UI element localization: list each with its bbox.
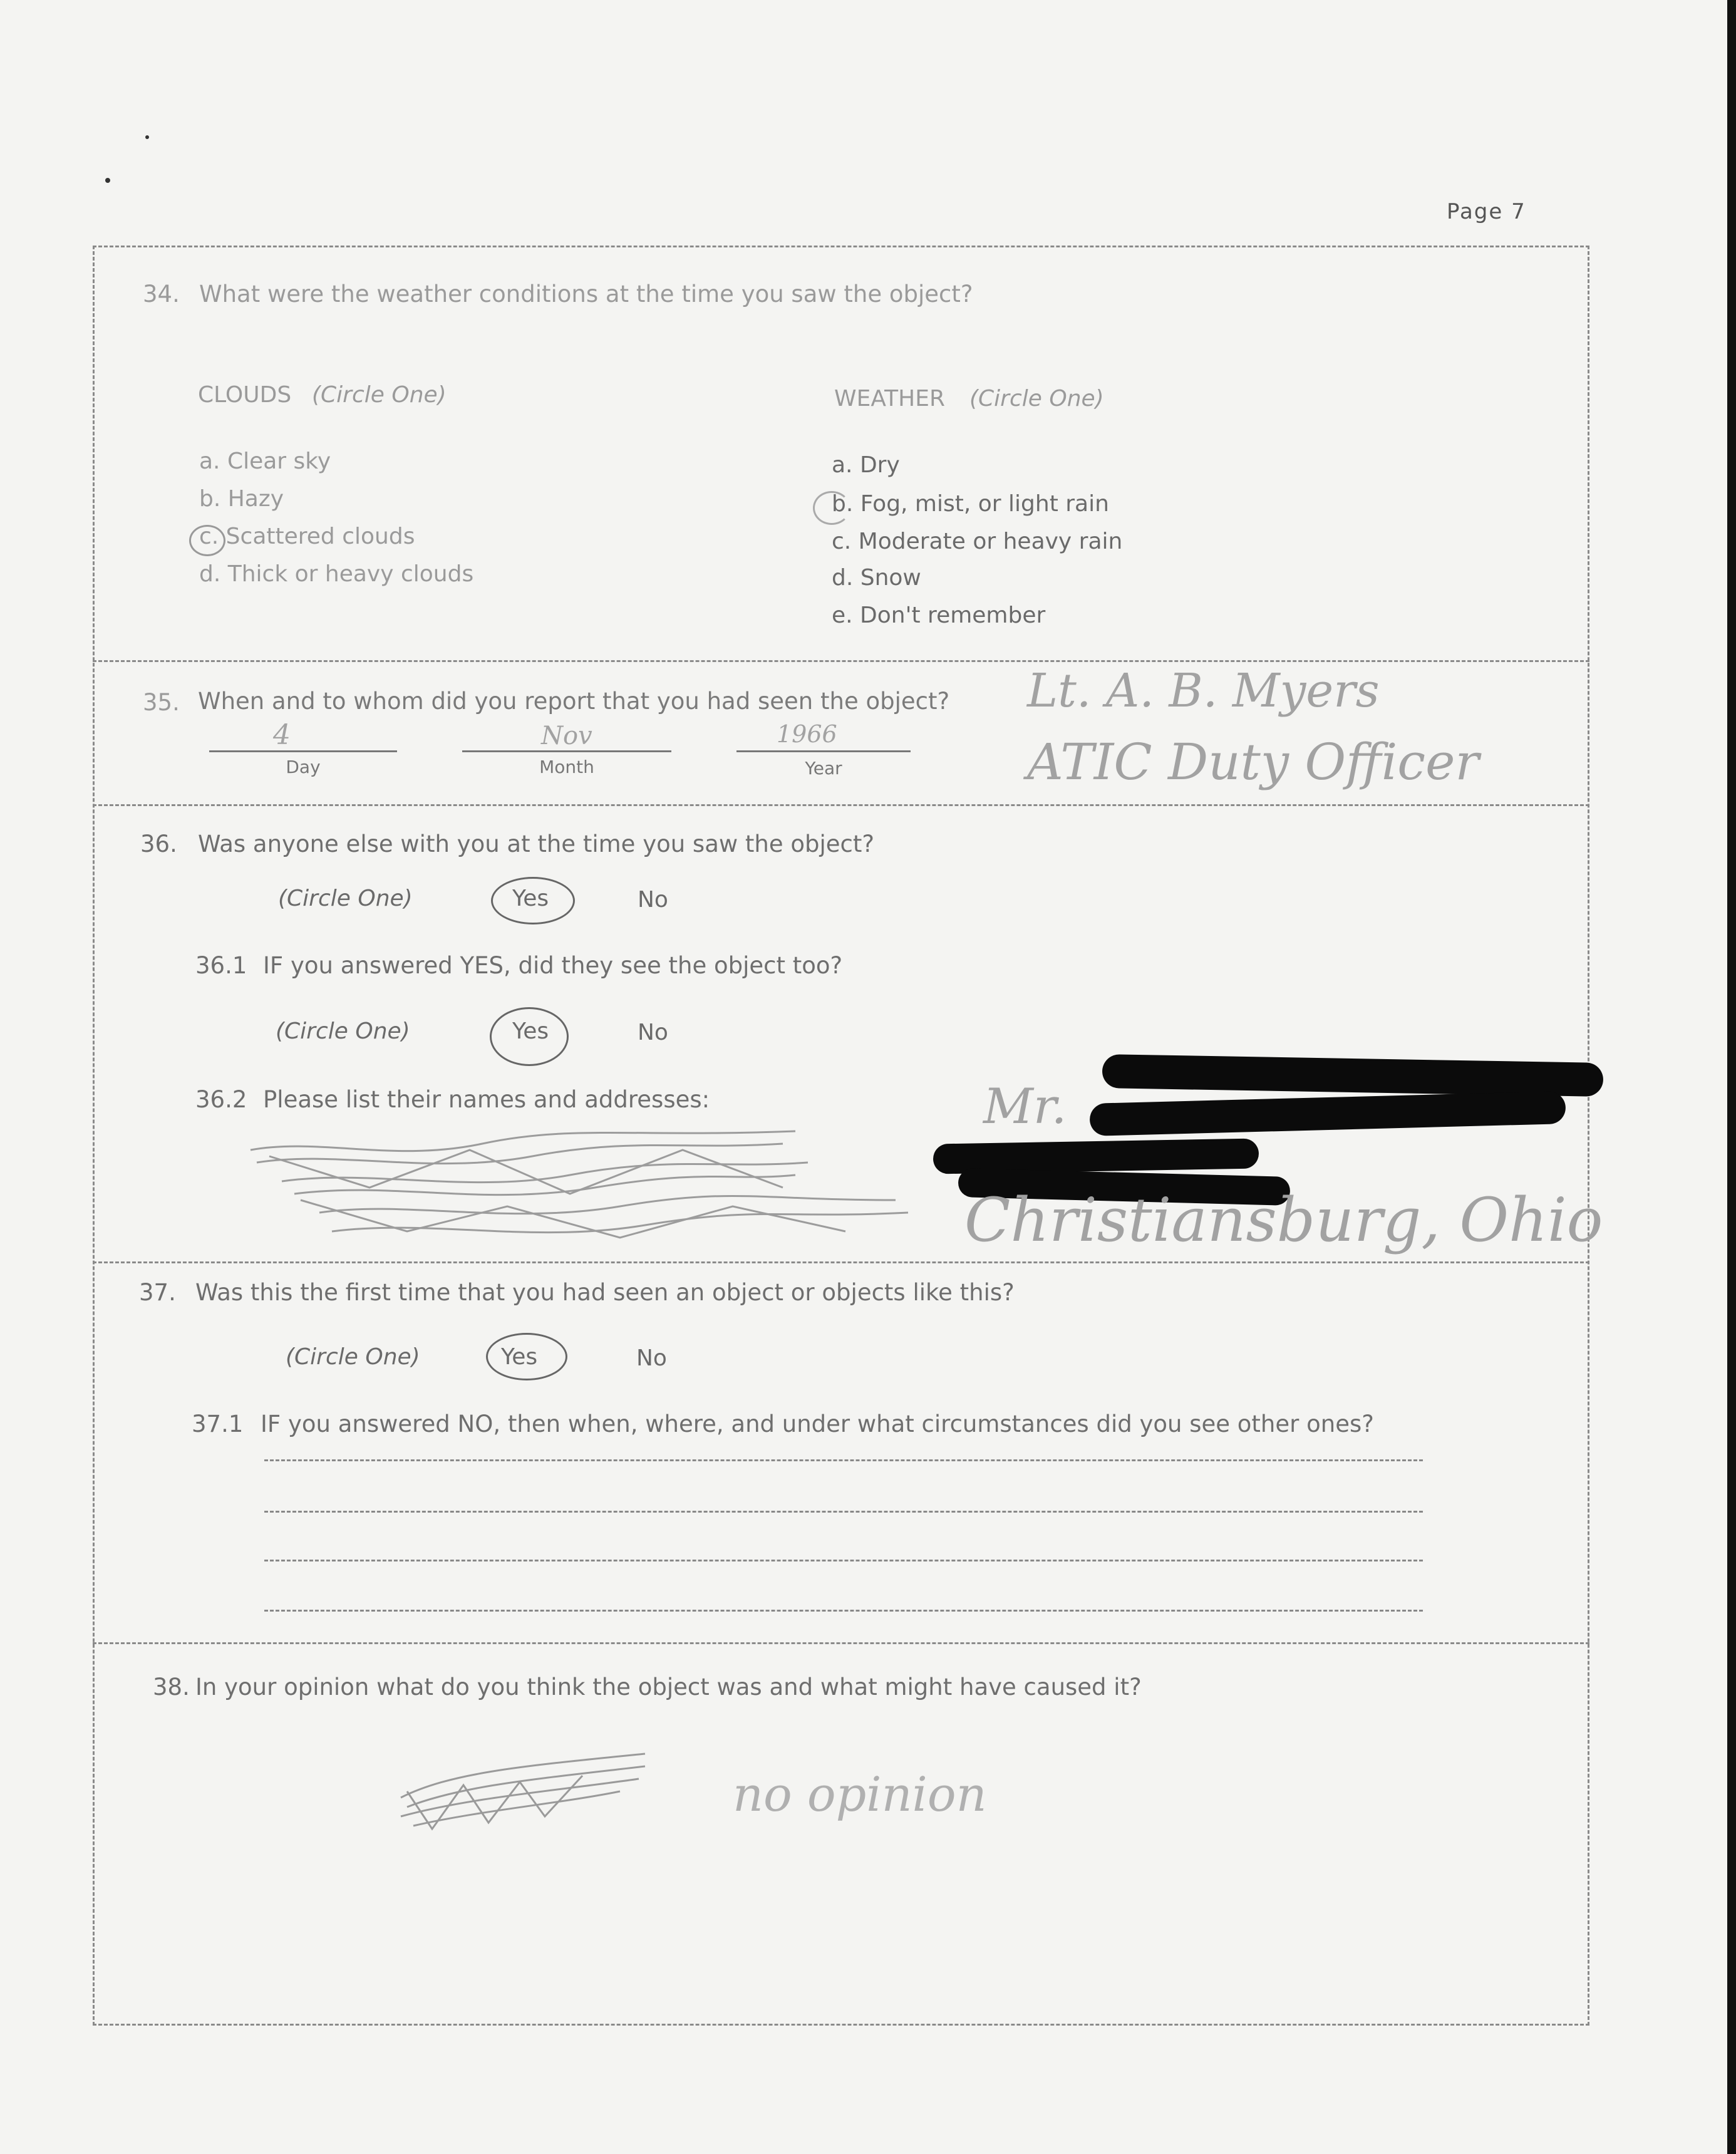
opinion-answer: no opinion [733, 1766, 987, 1822]
year-value: 1966 [777, 720, 837, 748]
question-number: 38. [153, 1674, 190, 1701]
subquestion-text: IF you answered NO, then when, where, and under what circumstances did you see other ones? [261, 1411, 1374, 1437]
answer-circle-mark [813, 491, 850, 525]
scan-speck [105, 178, 110, 183]
subquestion-number: 36.2 [195, 1086, 247, 1113]
month-value: Nov [541, 722, 592, 750]
clouds-option: c. Scattered clouds [199, 524, 415, 549]
scan-speck [145, 135, 149, 139]
answer-circle-mark [491, 877, 575, 924]
subquestion-text: Please list their names and addresses: [263, 1086, 710, 1113]
clouds-heading: CLOUDS [198, 382, 292, 408]
section-divider [93, 804, 1589, 806]
weather-option: b. Fog, mist, or light rain [832, 491, 1109, 517]
reported-to-title: ATIC Duty Officer [1027, 733, 1479, 791]
section-divider [93, 660, 1589, 662]
clouds-instruction: (Circle One) [312, 382, 447, 408]
weather-option: c. Moderate or heavy rain [832, 529, 1123, 554]
question-number: 34. [143, 281, 180, 308]
weather-instruction: (Circle One) [969, 386, 1104, 412]
circle-instruction: (Circle One) [278, 886, 413, 911]
day-blank [209, 750, 397, 752]
year-blank [736, 750, 911, 752]
section-divider [93, 1642, 1589, 1644]
page-number: Page 7 [1447, 199, 1526, 224]
reported-to-name: Lt. A. B. Myers [1027, 664, 1380, 718]
clouds-option: a. Clear sky [199, 448, 331, 474]
section-divider [93, 1261, 1589, 1263]
question-text: In your opinion what do you think the object was and what might have caused it? [195, 1674, 1142, 1701]
companion-address-city: Christiansburg, Ohio [964, 1185, 1603, 1255]
question-number: 37. [139, 1279, 176, 1306]
day-label: Day [286, 757, 321, 777]
answer-circle-mark [189, 525, 225, 556]
month-blank [462, 750, 671, 752]
month-label: Month [539, 757, 594, 777]
subquestion-text: IF you answered YES, did they see the object too? [263, 952, 843, 979]
answer-circle-mark [486, 1333, 567, 1380]
question-text: When and to whom did you report that you had seen the object? [198, 688, 950, 715]
crossed-out-name [244, 1112, 921, 1256]
year-label: Year [805, 758, 842, 779]
no-option: No [638, 887, 668, 913]
question-number: 36. [140, 831, 177, 857]
answer-line [264, 1511, 1423, 1513]
subquestion-number: 37.1 [192, 1411, 244, 1437]
question-text: Was this the first time that you had seen an object or objects like this? [195, 1279, 1015, 1306]
weather-option: d. Snow [832, 565, 921, 591]
subquestion-number: 36.1 [195, 952, 247, 979]
yes-option: Yes [512, 886, 549, 911]
weather-heading: WEATHER [834, 386, 945, 412]
question-text: Was anyone else with you at the time you saw the object? [198, 831, 875, 857]
answer-line [264, 1459, 1423, 1461]
weather-option: e. Don't remember [832, 603, 1046, 628]
answer-circle-mark [490, 1007, 569, 1066]
companion-name-prefix: Mr. [983, 1079, 1067, 1135]
no-option: No [638, 1020, 668, 1045]
day-value: 4 [273, 719, 291, 751]
clouds-option: b. Hazy [199, 486, 284, 512]
circle-instruction: (Circle One) [276, 1018, 410, 1044]
question-text: What were the weather conditions at the time you saw the object? [199, 281, 973, 308]
circle-instruction: (Circle One) [286, 1344, 420, 1370]
weather-option: a. Dry [832, 452, 900, 478]
yes-option: Yes [512, 1018, 549, 1044]
crossed-out-answer [395, 1748, 658, 1835]
answer-line [264, 1560, 1423, 1561]
scan-edge [1727, 0, 1736, 2154]
no-option: No [636, 1345, 667, 1371]
question-number: 35. [143, 689, 180, 716]
yes-option: Yes [501, 1344, 538, 1370]
answer-line [264, 1610, 1423, 1612]
clouds-option: d. Thick or heavy clouds [199, 561, 474, 587]
